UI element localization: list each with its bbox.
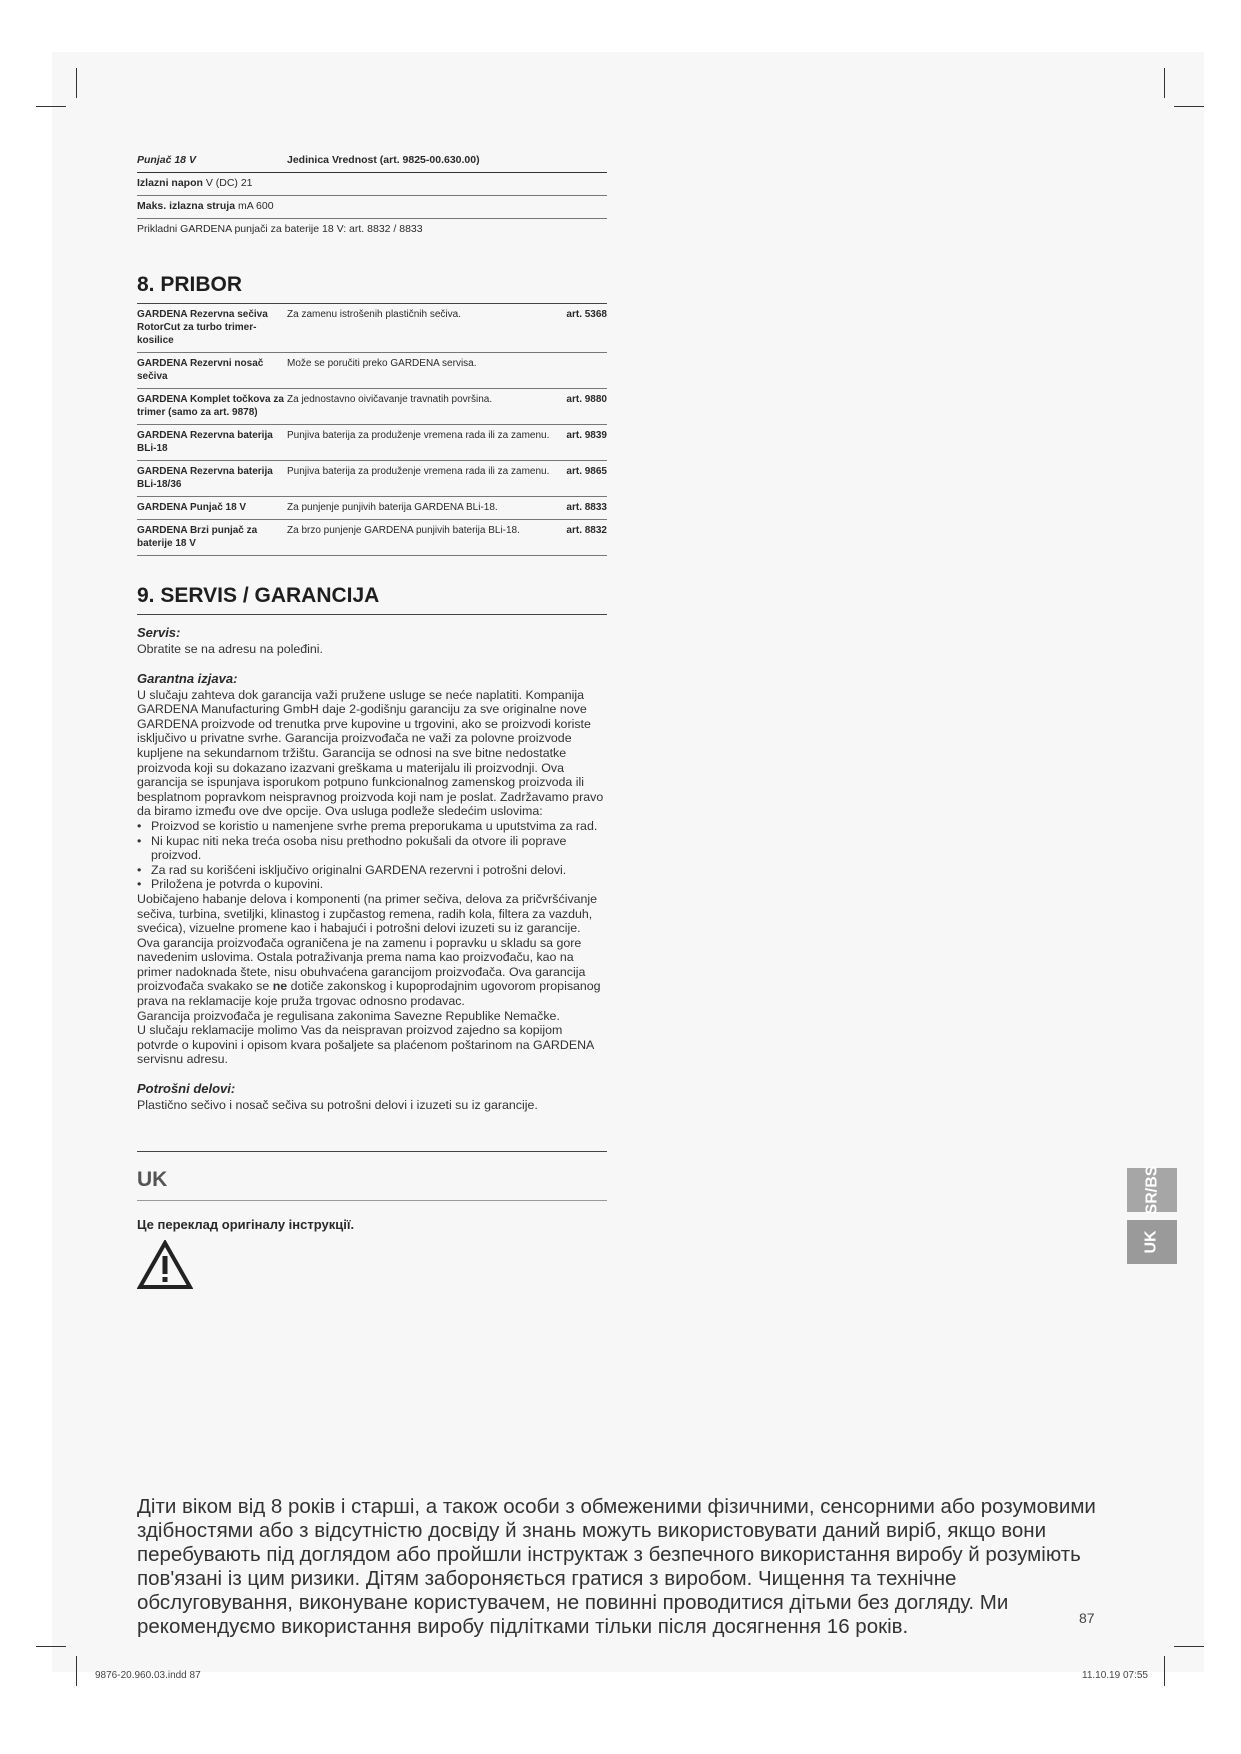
list-item-text: Proizvod se koristio u namenjene svrhe prema preporukama u uputstvima za rad. <box>151 818 598 833</box>
table-row <box>137 520 607 556</box>
spec-row-voltage <box>137 173 607 196</box>
warning-icon <box>137 1240 193 1290</box>
children-text: Діти віком від 8 років і старші, а також особи з обмеженими фізичними, сенсорними або розумовими здібностями або з відсутністю досвіду й знань можуть використовувати даний виріб, якщо вони перебувають під доглядом або пройшли інструктаж з безпечного використання виробу й розуміють пов'язані із цим ризики. Дітям забороняється гратися з виробом. Чищення та технічне обслуговування, виконуване користувачем, не повинні проводитися дітьми без догляду. Ми рекомендуємо використання виробу підлітками тільки після досягнення 16 років. <box>137 1495 1096 1638</box>
conditions-list <box>137 819 607 892</box>
garancija-text-4: Garancija proizvođača je regulisana zakonima Savezne Republike Nemačke. <box>137 1008 560 1023</box>
table-row <box>137 304 607 353</box>
accessory-art: art. 9880 <box>566 394 607 405</box>
table-row <box>137 497 607 520</box>
spec-label: Maks. izlazna struja <box>137 200 236 212</box>
table-row <box>137 353 607 389</box>
potrosni-text: Plastično sečivo i nosač sečiva su potrošni delovi i izuzeti su iz garancije. <box>137 1098 538 1113</box>
spec-value: Jedinica Vrednost (art. 9825-00.630.00) <box>287 154 480 166</box>
spec-row-current <box>137 196 607 219</box>
garancija-text-2: Uobičajeno habanje delova i komponenti (na primer sečiva, delova za pričvršćivanje sečiva, turbina, svetiljki, klinastog i zupčastog remena, radih kola, filtera za vazduh, svećica), vizuelne promene kao i habajući i potrošni delovi izuzeti su iz garancije. <box>137 891 598 936</box>
garancija-text-3 <box>137 936 607 1009</box>
crop-mark <box>1174 106 1204 107</box>
file-name: 9876-20.960.03.indd 87 <box>95 1670 201 1681</box>
bullet: • <box>137 818 142 833</box>
tab-uk[interactable] <box>1127 1220 1177 1264</box>
text-part: Ova garancija proizvođača ograničena je na zamenu i popravku u skladu sa gore navedenim uslovima. Ostala potraživanja prema nama kao proizvođaču, kao na primer nadoknada štete, nisu obuhvaćena garancijom proizvođača. Ova garancija proizvođača svakako se <box>137 935 586 994</box>
accessories-table <box>137 304 607 556</box>
divider <box>137 1151 607 1152</box>
list-item-text: Ni kupac niti neka treća osoba nisu prethodno pokušali da otvore ili poprave proizvod. <box>151 833 567 863</box>
accessory-name: GARDENA Rezervni nosač sečiva <box>137 358 264 382</box>
crop-mark <box>76 1656 77 1686</box>
list-item <box>137 877 607 892</box>
translation-note: Це переклад оригіналу інструкції. <box>137 1216 355 1232</box>
page-number: 87 <box>1079 1610 1095 1626</box>
accessory-name: GARDENA Komplet točkova za trimer (samo za art. 9878) <box>137 394 284 418</box>
servis-title: Servis: <box>137 625 181 640</box>
table-row <box>137 461 607 497</box>
accessory-art: art. 5368 <box>566 309 607 320</box>
bullet: • <box>137 862 142 877</box>
accessory-art: art. 8833 <box>566 502 607 513</box>
accessory-desc: Za zamenu istrošenih plastičnih sečiva. <box>287 309 461 320</box>
potrosni-title: Potrošni delovi: <box>137 1081 236 1097</box>
tab-label: UK <box>1142 1230 1160 1254</box>
left-column <box>137 150 607 1290</box>
divider <box>137 1200 607 1201</box>
accessory-name: GARDENA Rezervna baterija BLi-18/36 <box>137 466 273 490</box>
accessory-desc: Za punjenje punjivih baterija GARDENA BLi-18. <box>287 502 498 513</box>
accessory-art <box>561 357 607 383</box>
servis-text: Obratite se na adresu na poleđini. <box>137 642 323 656</box>
table-row <box>137 389 607 425</box>
garancija-title: Garantna izjava: <box>137 670 238 686</box>
accessory-desc: Punjiva baterija za produženje vremena rada ili za zamenu. <box>287 430 550 441</box>
list-item-text: Priložena je potvrda o kupovini. <box>151 877 324 892</box>
tab-label: SR/BS <box>1143 1165 1160 1215</box>
accessory-name: GARDENA Rezervna sečiva RotorCut za turbo trimer-kosilice <box>137 309 268 346</box>
text-part: dotiče zakonskog i kupoprodajnim ugovorom propisanog prava na reklamacije koje pruža trgovac odnosno prodavac. <box>137 979 601 1009</box>
accessory-name: GARDENA Punjač 18 V <box>137 502 247 513</box>
spec-example: Prikladni GARDENA punjači za baterije 18 V: art. 8832 / 8833 <box>137 223 423 235</box>
garancija-text: U slučaju zahteva dok garancija važi pružene usluge se neće naplatiti. Kompanija GARDENA Manufacturing GmbH daje 2-godišnju garanciju za sve originalne nove GARDENA proizvode od trenutka prve kupovine u trgovini, ako se proizvodi koriste isključivo u privatne svrhe. Garancija proizvođača ne važi za polovne proizvode kupljene na sekundarnom tržištu. Garancija se odnosi na sve bitne nedostatke proizvoda koji su dokazano izazvani greškama u materijalu ili proizvodnji. Ova garancija se ispunjava isporukom potpuno funkcionalnog zamenskog proizvoda ili besplatnom popravkom neispravnog proizvoda koji nam je poslat. Zadržavamo pravo da biramo između ove dve opcije. Ova usluga podleže sledećim uslovima: <box>137 687 604 819</box>
accessory-desc: Punjiva baterija za produženje vremena rada ili za zamenu. <box>287 466 550 477</box>
spec-row-example <box>137 219 607 241</box>
list-item <box>137 819 607 834</box>
bullet: • <box>137 833 142 848</box>
accessory-art: art. 8832 <box>566 525 607 536</box>
spec-row-charger <box>137 150 607 173</box>
accessory-name: GARDENA Brzi punjač za baterije 18 V <box>137 525 258 549</box>
section-heading-pribor: 8. PRIBOR <box>137 273 607 304</box>
crop-mark <box>1164 68 1165 98</box>
spec-label: Izlazni napon <box>137 177 203 189</box>
accessory-art: art. 9839 <box>566 430 607 441</box>
spec-label: Punjač 18 V <box>137 154 196 166</box>
text-part-bold: ne <box>272 979 288 994</box>
list-item <box>137 834 607 863</box>
crop-mark <box>1174 1646 1204 1647</box>
accessory-art: art. 9865 <box>566 466 607 477</box>
print-date: 11.10.19 07:55 <box>1082 1670 1148 1681</box>
spec-value: V (DC) 21 <box>205 177 253 189</box>
bullet: • <box>137 877 142 892</box>
uk-heading: UK <box>137 1167 168 1191</box>
crop-mark <box>76 68 77 98</box>
accessory-desc: Može se poručiti preko GARDENA servisa. <box>287 358 477 369</box>
crop-mark <box>36 1646 66 1647</box>
accessory-desc: Za brzo punjenje GARDENA punjivih baterija BLi-18. <box>287 525 520 536</box>
crop-mark <box>36 106 66 107</box>
spec-value: mA 600 <box>237 200 274 212</box>
children-warning <box>137 1240 607 1290</box>
crop-mark <box>1164 1656 1165 1686</box>
accessory-desc: Za jednostavno oivičavanje travnatih površina. <box>287 394 493 405</box>
list-item-text: Za rad su korišćeni isključivo originalni GARDENA rezervni i potrošni delovi. <box>151 862 567 877</box>
accessory-name: GARDENA Rezervna baterija BLi-18 <box>137 430 273 454</box>
section-heading-servis: 9. SERVIS / GARANCIJA <box>137 584 607 615</box>
table-row <box>137 425 607 461</box>
list-item <box>137 863 607 878</box>
garancija-text-5: U slučaju reklamacije molimo Vas da neispravan proizvod zajedno sa kopijom potvrde o kupovini i opisom kvara pošaljete sa plaćenom poštarinom na GARDENA servisnu adresu. <box>137 1023 594 1067</box>
tab-sr-bs[interactable] <box>1127 1165 1177 1215</box>
